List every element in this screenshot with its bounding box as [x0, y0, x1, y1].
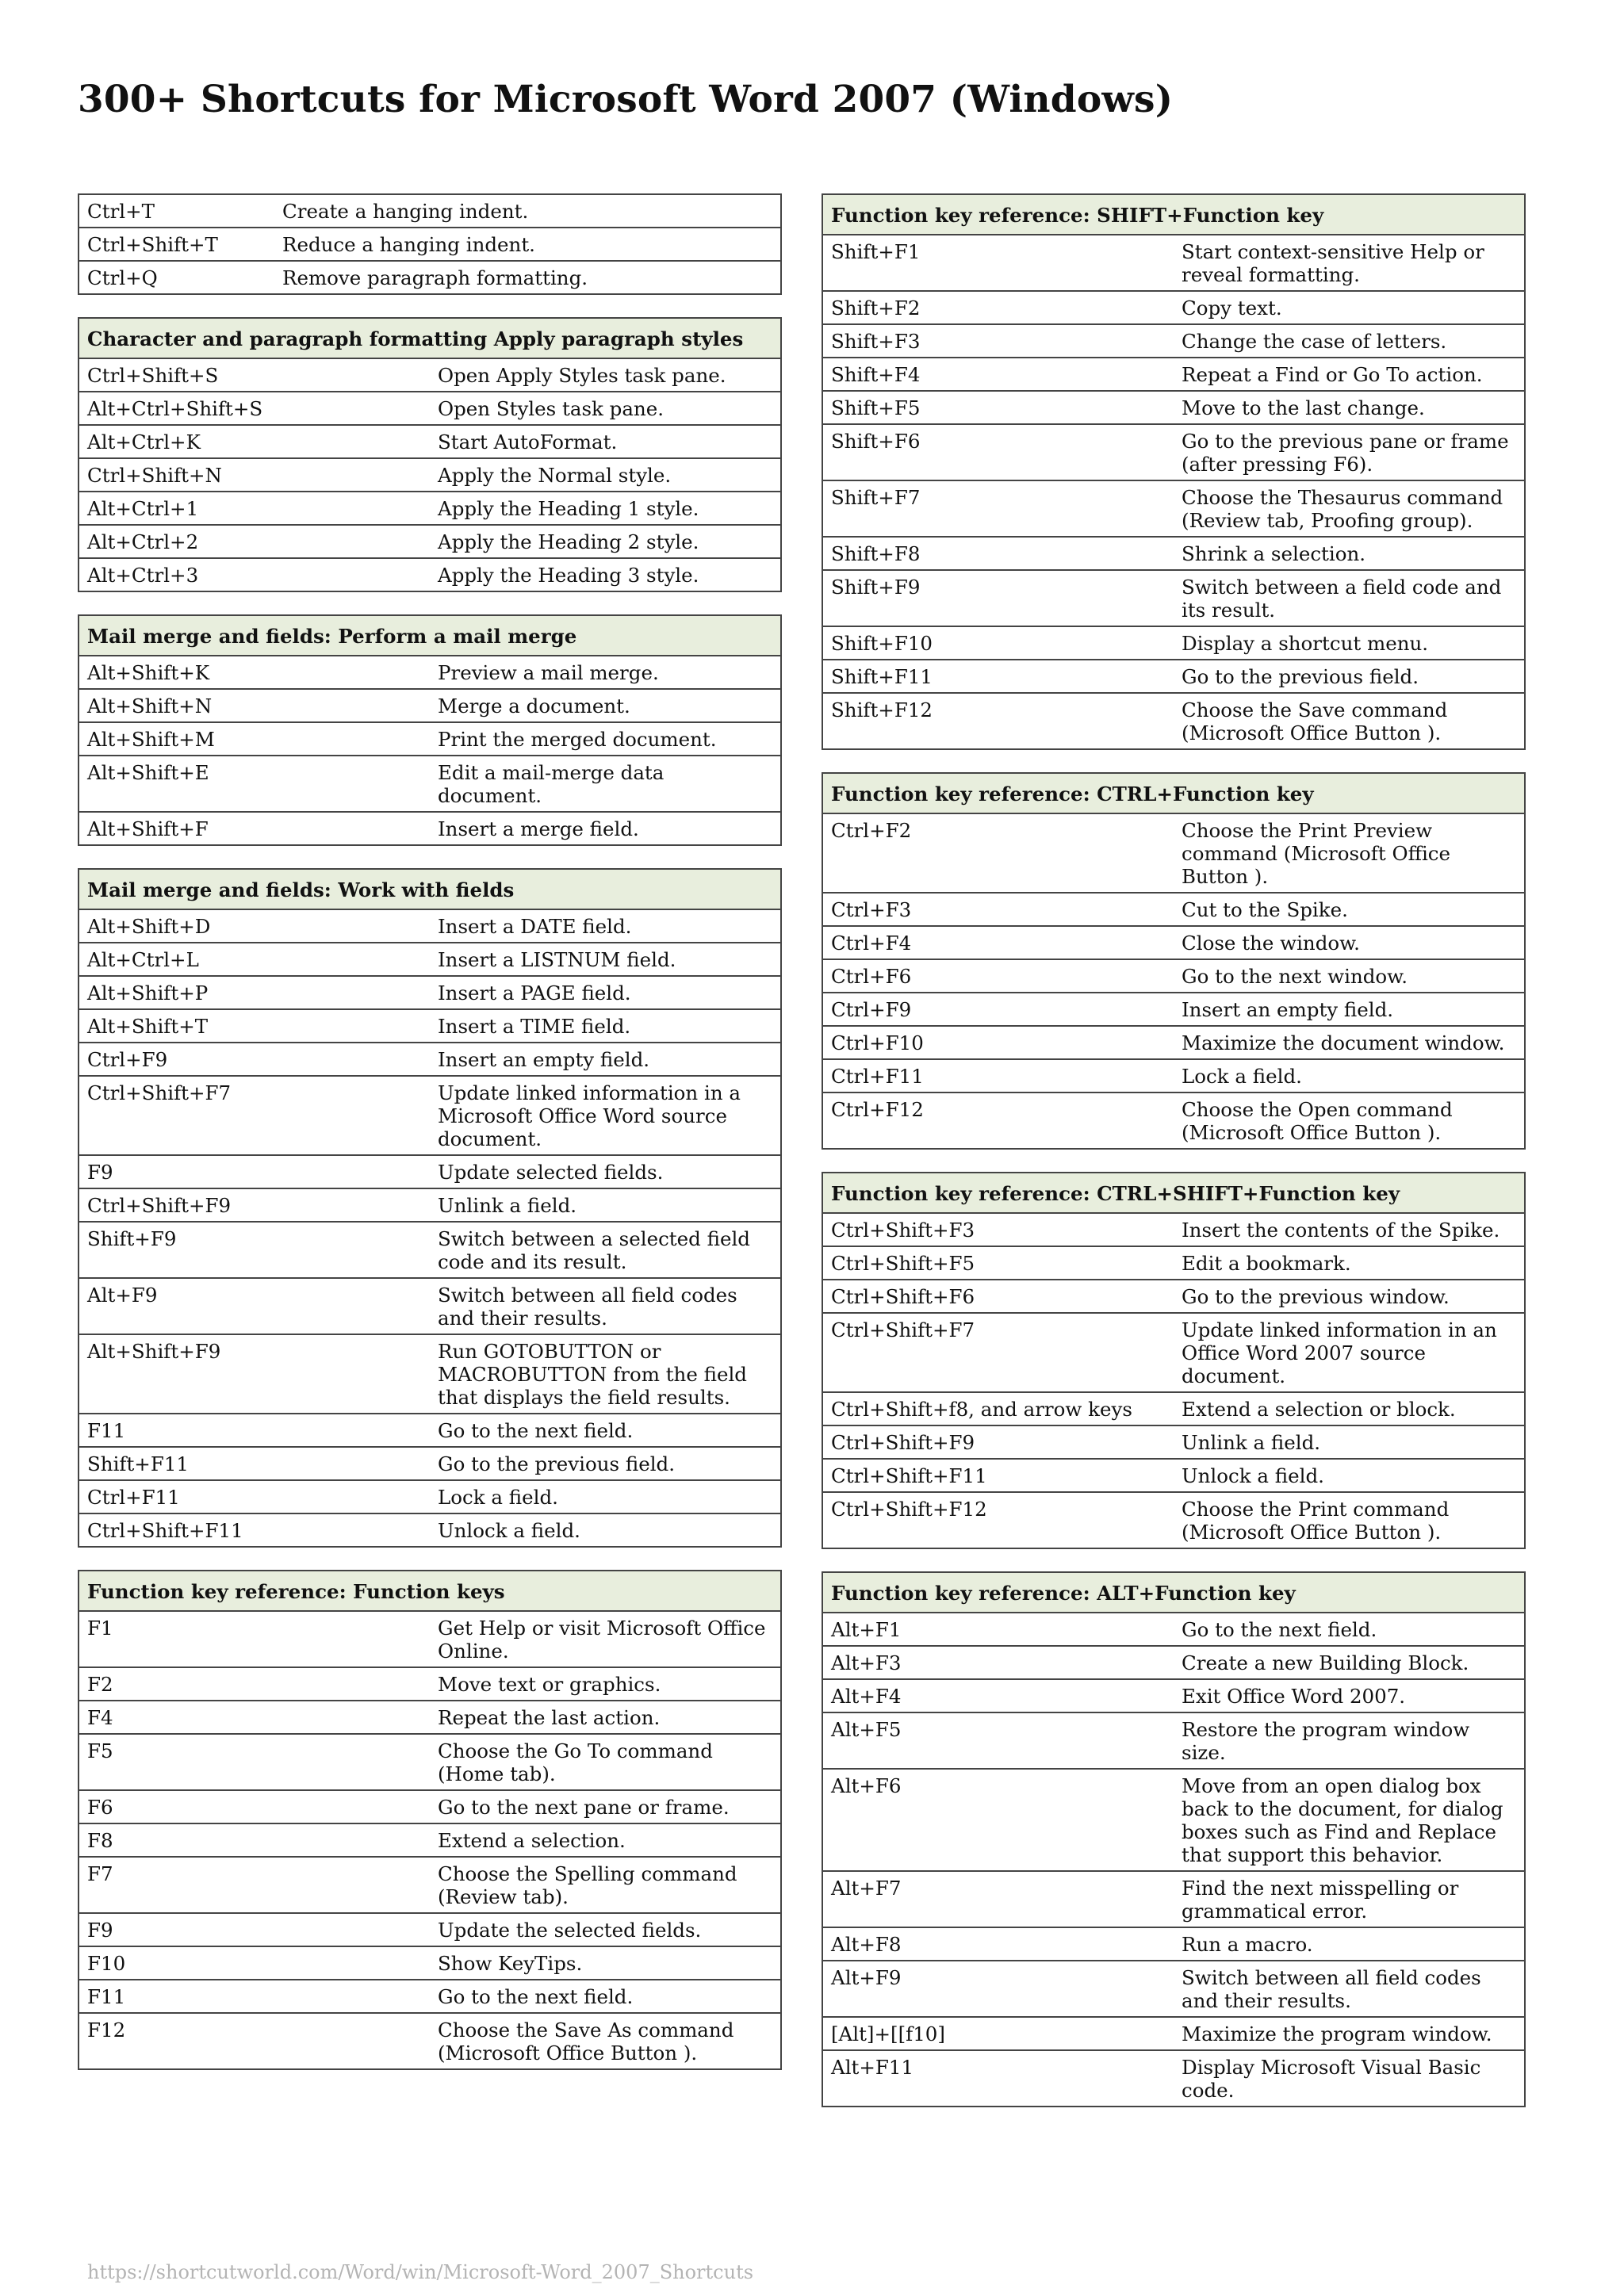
shortcut-description: Shrink a selection.	[1174, 537, 1525, 570]
shortcut-row	[79, 1188, 781, 1222]
shortcut-description: Choose the Thesaurus command (Review tab, Proofing group).	[1174, 480, 1525, 537]
shortcut-description: Exit Office Word 2007.	[1174, 1679, 1525, 1712]
shortcut-row	[79, 1043, 781, 1076]
shortcut-row	[822, 1712, 1525, 1769]
shortcut-key: Alt+Shift+D	[79, 909, 430, 943]
shortcut-row	[79, 976, 781, 1009]
shortcut-row	[79, 1701, 781, 1734]
shortcut-key: Alt+Ctrl+2	[79, 525, 430, 558]
shortcut-description: Find the next misspelling or grammatical error.	[1174, 1871, 1525, 1927]
shortcut-key: Alt+F9	[822, 1961, 1174, 2017]
shortcut-description: Cut to the Spike.	[1174, 893, 1525, 926]
shortcut-row	[822, 926, 1525, 959]
shortcut-key: [Alt]+[[f10]	[822, 2017, 1174, 2050]
shortcut-row	[822, 1646, 1525, 1679]
shortcut-key: Shift+F3	[822, 324, 1174, 358]
shortcut-key: Alt+Shift+P	[79, 976, 430, 1009]
shortcut-row	[79, 425, 781, 458]
shortcut-key: Ctrl+F9	[79, 1043, 430, 1076]
shortcut-key: Shift+F11	[79, 1447, 430, 1480]
shortcut-row	[822, 660, 1525, 693]
shortcut-description: Change the case of letters.	[1174, 324, 1525, 358]
shortcut-key: Shift+F12	[822, 693, 1174, 749]
shortcut-row	[822, 1613, 1525, 1646]
shortcut-description: Switch between all field codes and their results.	[430, 1278, 781, 1334]
shortcut-key: Shift+F9	[822, 570, 1174, 626]
shortcut-row	[79, 1513, 781, 1547]
shortcut-description: Choose the Print command (Microsoft Office Button ).	[1174, 1492, 1525, 1548]
shortcut-key: Ctrl+T	[87, 200, 155, 223]
shortcut-key: Shift+F2	[822, 291, 1174, 324]
shortcut-key: Alt+Shift+F9	[79, 1334, 430, 1414]
shortcut-description: Restore the program window size.	[1174, 1712, 1525, 1769]
shortcut-row	[822, 291, 1525, 324]
shortcut-row	[822, 1213, 1525, 1246]
shortcut-key: Ctrl+Shift+F5	[822, 1246, 1174, 1280]
shortcut-description: Display a shortcut menu.	[1174, 626, 1525, 660]
shortcut-key: Ctrl+F11	[822, 1059, 1174, 1093]
section-heading: Function key reference: SHIFT+Function key	[822, 194, 1525, 235]
shortcut-row	[79, 943, 781, 976]
shortcut-row	[822, 1059, 1525, 1093]
shortcut-description: Repeat a Find or Go To action.	[1174, 358, 1525, 391]
shortcut-key: Ctrl+Shift+F3	[822, 1213, 1174, 1246]
shortcut-row	[79, 1790, 781, 1823]
shortcut-description: Go to the next field.	[1174, 1613, 1525, 1646]
shortcut-row	[822, 1679, 1525, 1712]
shortcut-key: Alt+F5	[822, 1712, 1174, 1769]
shortcut-row	[79, 1414, 781, 1447]
shortcut-row	[822, 1392, 1525, 1425]
shortcut-row	[79, 194, 781, 228]
shortcut-description: Maximize the program window.	[1174, 2017, 1525, 2050]
section-heading: Function key reference: ALT+Function key	[822, 1572, 1525, 1613]
shortcut-description: Print the merged document.	[430, 722, 781, 756]
shortcut-description: Display Microsoft Visual Basic code.	[1174, 2050, 1525, 2107]
shortcut-row	[79, 1009, 781, 1043]
shortcut-row	[822, 1026, 1525, 1059]
shortcut-row	[822, 2050, 1525, 2107]
shortcut-row	[822, 1769, 1525, 1871]
shortcut-description: Show KeyTips.	[430, 1946, 781, 1980]
shortcut-description: Insert a LISTNUM field.	[430, 943, 781, 976]
shortcut-description: Choose the Print Preview command (Microsoft Office Button ).	[1174, 813, 1525, 893]
shortcut-key: Ctrl+Shift+S	[79, 358, 430, 392]
shortcut-description: Create a new Building Block.	[1174, 1646, 1525, 1679]
shortcut-key: Alt+F3	[822, 1646, 1174, 1679]
shortcut-row	[79, 1611, 781, 1667]
shortcut-table-function-key-reference-ctrl-function-key	[822, 772, 1526, 1150]
shortcut-key: Ctrl+Shift+F11	[822, 1459, 1174, 1492]
shortcut-description: Copy text.	[1174, 291, 1525, 324]
shortcut-description: Maximize the document window.	[1174, 1026, 1525, 1059]
shortcut-row	[79, 1913, 781, 1946]
shortcut-description: Insert the contents of the Spike.	[1174, 1213, 1525, 1246]
shortcut-row	[822, 324, 1525, 358]
shortcut-row	[822, 570, 1525, 626]
shortcut-row	[822, 1871, 1525, 1927]
shortcut-key: F10	[79, 1946, 430, 1980]
shortcut-description: Insert a PAGE field.	[430, 976, 781, 1009]
shortcut-key: F2	[79, 1667, 430, 1701]
shortcut-key: Ctrl+Shift+F7	[79, 1076, 430, 1155]
shortcut-key: Alt+F6	[822, 1769, 1174, 1871]
shortcut-description: Start AutoFormat.	[430, 425, 781, 458]
shortcut-description: Choose the Spelling command (Review tab).	[430, 1857, 781, 1913]
shortcut-key: F4	[79, 1701, 430, 1734]
shortcut-description: Switch between a field code and its result.	[1174, 570, 1525, 626]
shortcut-key: Alt+Shift+N	[79, 689, 430, 722]
shortcut-row	[822, 1459, 1525, 1492]
shortcut-row	[79, 909, 781, 943]
shortcut-description: Create a hanging indent.	[282, 200, 529, 223]
shortcut-key: Shift+F7	[822, 480, 1174, 537]
shortcut-row	[822, 626, 1525, 660]
shortcut-description: Edit a mail-merge data document.	[430, 756, 781, 812]
shortcut-description: Close the window.	[1174, 926, 1525, 959]
shortcut-row	[79, 812, 781, 845]
shortcut-description: Go to the previous window.	[1174, 1280, 1525, 1313]
shortcut-description: Go to the next pane or frame.	[430, 1790, 781, 1823]
shortcut-table	[78, 193, 782, 295]
shortcut-key: Ctrl+F11	[79, 1480, 430, 1513]
shortcut-description: Insert an empty field.	[430, 1043, 781, 1076]
shortcut-row	[822, 235, 1525, 291]
shortcut-table-function-key-reference-shift-function-key	[822, 193, 1526, 750]
shortcut-row	[79, 722, 781, 756]
shortcut-row	[79, 492, 781, 525]
shortcut-description: Apply the Heading 3 style.	[430, 558, 781, 591]
shortcut-description: Move text or graphics.	[430, 1667, 781, 1701]
shortcut-key: F7	[79, 1857, 430, 1913]
shortcut-description: Insert a DATE field.	[430, 909, 781, 943]
shortcut-key: Ctrl+Shift+N	[79, 458, 430, 492]
shortcut-row	[79, 558, 781, 591]
shortcut-description: Unlink a field.	[1174, 1425, 1525, 1459]
section-heading: Mail merge and fields: Perform a mail merge	[79, 615, 781, 656]
shortcut-description: Choose the Open command (Microsoft Office Button ).	[1174, 1093, 1525, 1149]
shortcut-row	[822, 424, 1525, 480]
shortcut-key: F1	[79, 1611, 430, 1667]
shortcut-row	[822, 1961, 1525, 2017]
shortcut-row	[822, 893, 1525, 926]
shortcut-description: Start context-sensitive Help or reveal formatting.	[1174, 235, 1525, 291]
shortcut-row	[79, 458, 781, 492]
shortcut-row	[822, 1093, 1525, 1149]
shortcut-description: Go to the next field.	[430, 1980, 781, 2013]
section-heading: Function key reference: CTRL+SHIFT+Function key	[822, 1173, 1525, 1213]
shortcut-description: Switch between all field codes and their results.	[1174, 1961, 1525, 2017]
shortcut-key: F11	[79, 1980, 430, 2013]
shortcut-table-character-and-paragraph-formatting-apply-paragraph-styles	[78, 317, 782, 592]
shortcut-row	[79, 392, 781, 425]
page-title: 300+ Shortcuts for Microsoft Word 2007 (Windows)	[78, 78, 1174, 121]
shortcut-key: F6	[79, 1790, 430, 1823]
shortcut-row	[822, 693, 1525, 749]
shortcut-key: Ctrl+Shift+F9	[79, 1188, 430, 1222]
shortcut-table-mail-merge-and-fields-perform-a-mail-merge	[78, 614, 782, 846]
shortcut-description: Apply the Normal style.	[430, 458, 781, 492]
shortcut-description: Run a macro.	[1174, 1927, 1525, 1961]
shortcut-key: Ctrl+F6	[822, 959, 1174, 993]
shortcut-row	[79, 261, 781, 294]
shortcut-key: Shift+F1	[822, 235, 1174, 291]
shortcut-key: Alt+F1	[822, 1613, 1174, 1646]
shortcut-key: F11	[79, 1414, 430, 1447]
shortcut-table-function-key-reference-function-keys	[78, 1570, 782, 2070]
shortcut-description: Extend a selection or block.	[1174, 1392, 1525, 1425]
shortcut-key: Alt+Ctrl+3	[79, 558, 430, 591]
left-column	[78, 193, 782, 2092]
shortcut-key: Shift+F5	[822, 391, 1174, 424]
shortcut-key: Alt+F11	[822, 2050, 1174, 2107]
shortcut-description: Unlock a field.	[430, 1513, 781, 1547]
shortcut-key: Alt+F8	[822, 1927, 1174, 1961]
shortcut-description: Open Styles task pane.	[430, 392, 781, 425]
shortcut-key: Ctrl+F10	[822, 1026, 1174, 1059]
shortcut-description: Edit a bookmark.	[1174, 1246, 1525, 1280]
shortcut-description: Choose the Save As command (Microsoft Office Button ).	[430, 2013, 781, 2069]
shortcut-key: Ctrl+Shift+F11	[79, 1513, 430, 1547]
shortcut-description: Go to the next field.	[430, 1414, 781, 1447]
shortcut-row	[79, 1155, 781, 1188]
shortcut-row	[79, 1447, 781, 1480]
shortcut-key: Alt+F7	[822, 1871, 1174, 1927]
shortcut-key: Ctrl+F4	[822, 926, 1174, 959]
shortcut-description: Extend a selection.	[430, 1823, 781, 1857]
shortcut-row	[79, 358, 781, 392]
shortcut-row	[79, 1480, 781, 1513]
shortcut-key: Shift+F8	[822, 537, 1174, 570]
shortcut-description: Go to the next window.	[1174, 959, 1525, 993]
shortcut-row	[79, 1278, 781, 1334]
footer-url: https://shortcutworld.com/Word/win/Microsoft-Word_2007_Shortcuts	[87, 2261, 754, 2283]
shortcut-key: Ctrl+Shift+F9	[822, 1425, 1174, 1459]
shortcut-key: Alt+F4	[822, 1679, 1174, 1712]
shortcut-key: Alt+F9	[79, 1278, 430, 1334]
shortcut-row	[822, 993, 1525, 1026]
shortcut-row	[822, 1425, 1525, 1459]
section-heading: Character and paragraph formatting Apply paragraph styles	[79, 318, 781, 358]
shortcut-row	[79, 1334, 781, 1414]
shortcut-row	[822, 358, 1525, 391]
shortcut-row	[79, 1076, 781, 1155]
shortcut-description: Insert a merge field.	[430, 812, 781, 845]
shortcut-key: Alt+Shift+T	[79, 1009, 430, 1043]
shortcut-key: Ctrl+F3	[822, 893, 1174, 926]
shortcut-description: Apply the Heading 2 style.	[430, 525, 781, 558]
shortcut-key: Alt+Ctrl+L	[79, 943, 430, 976]
shortcut-key: F12	[79, 2013, 430, 2069]
shortcut-description: Repeat the last action.	[430, 1701, 781, 1734]
shortcut-row	[79, 656, 781, 689]
shortcut-description: Run GOTOBUTTON or MACROBUTTON from the field that displays the field results.	[430, 1334, 781, 1414]
shortcut-row	[822, 391, 1525, 424]
shortcut-key: F9	[79, 1913, 430, 1946]
shortcut-key: Shift+F9	[79, 1222, 430, 1278]
shortcut-key: Ctrl+Shift+F7	[822, 1313, 1174, 1392]
shortcut-description: Move from an open dialog box back to the document, for dialog boxes such as Find and Replace that support this behavior.	[1174, 1769, 1525, 1871]
shortcut-description: Preview a mail merge.	[430, 656, 781, 689]
shortcut-description: Update linked information in a Microsoft Office Word source document.	[430, 1076, 781, 1155]
shortcut-key: Alt+Shift+F	[79, 812, 430, 845]
shortcut-row	[822, 813, 1525, 893]
shortcut-key: Alt+Shift+M	[79, 722, 430, 756]
shortcut-key: F8	[79, 1823, 430, 1857]
shortcut-row	[79, 689, 781, 722]
shortcut-row	[79, 1946, 781, 1980]
shortcut-description: Go to the previous pane or frame (after pressing F6).	[1174, 424, 1525, 480]
shortcut-row	[822, 1280, 1525, 1313]
shortcut-key: Shift+F11	[822, 660, 1174, 693]
shortcut-table-mail-merge-and-fields-work-with-fields	[78, 868, 782, 1548]
shortcut-description: Update selected fields.	[430, 1155, 781, 1188]
shortcut-description: Get Help or visit Microsoft Office Online.	[430, 1611, 781, 1667]
shortcut-key: F9	[79, 1155, 430, 1188]
section-heading: Function key reference: CTRL+Function key	[822, 773, 1525, 813]
shortcut-key: Alt+Ctrl+K	[79, 425, 430, 458]
shortcut-description: Unlock a field.	[1174, 1459, 1525, 1492]
shortcut-description: Insert an empty field.	[1174, 993, 1525, 1026]
shortcut-key: Alt+Shift+K	[79, 656, 430, 689]
shortcut-key: Shift+F4	[822, 358, 1174, 391]
shortcut-row	[79, 228, 781, 261]
shortcut-key: Alt+Ctrl+1	[79, 492, 430, 525]
shortcut-description: Open Apply Styles task pane.	[430, 358, 781, 392]
shortcut-key: Ctrl+F12	[822, 1093, 1174, 1149]
shortcut-description: Remove paragraph formatting.	[274, 261, 781, 294]
shortcut-row	[822, 959, 1525, 993]
shortcut-row	[822, 1313, 1525, 1392]
shortcut-row	[79, 1734, 781, 1790]
right-column	[822, 193, 1526, 2130]
shortcut-row	[79, 1222, 781, 1278]
shortcut-description: Unlink a field.	[430, 1188, 781, 1222]
shortcut-description: Go to the previous field.	[1174, 660, 1525, 693]
shortcut-row	[822, 537, 1525, 570]
shortcut-key: Alt+Ctrl+Shift+S	[79, 392, 430, 425]
shortcut-key: Ctrl+F2	[822, 813, 1174, 893]
shortcut-key: Ctrl+Shift+f8, and arrow keys	[822, 1392, 1174, 1425]
shortcut-key: Ctrl+Q	[79, 261, 274, 294]
shortcut-key: Ctrl+Shift+F6	[822, 1280, 1174, 1313]
shortcut-key: Alt+Shift+E	[79, 756, 430, 812]
shortcut-description: Switch between a selected field code and its result.	[430, 1222, 781, 1278]
shortcut-row	[79, 1857, 781, 1913]
shortcut-row	[79, 1980, 781, 2013]
shortcut-key: Shift+F10	[822, 626, 1174, 660]
shortcut-row	[822, 1246, 1525, 1280]
shortcut-description: Lock a field.	[1174, 1059, 1525, 1093]
shortcut-row	[79, 1667, 781, 1701]
shortcut-row	[79, 525, 781, 558]
shortcut-description: Update linked information in an Office Word 2007 source document.	[1174, 1313, 1525, 1392]
shortcut-description: Go to the previous field.	[430, 1447, 781, 1480]
shortcut-description: Apply the Heading 1 style.	[430, 492, 781, 525]
shortcut-key: F5	[79, 1734, 430, 1790]
shortcut-description: Reduce a hanging indent.	[274, 228, 781, 261]
shortcut-row	[79, 756, 781, 812]
shortcut-table-function-key-reference-alt-function-key	[822, 1571, 1526, 2107]
shortcut-row	[822, 1492, 1525, 1548]
section-heading: Function key reference: Function keys	[79, 1571, 781, 1611]
shortcut-row	[79, 2013, 781, 2069]
shortcut-key: Ctrl+Shift+F12	[822, 1492, 1174, 1548]
shortcut-description: Lock a field.	[430, 1480, 781, 1513]
shortcut-description: Move to the last change.	[1174, 391, 1525, 424]
shortcut-description: Insert a TIME field.	[430, 1009, 781, 1043]
shortcut-key: Ctrl+F9	[822, 993, 1174, 1026]
shortcut-description: Choose the Go To command (Home tab).	[430, 1734, 781, 1790]
shortcut-row	[79, 1823, 781, 1857]
shortcut-description: Merge a document.	[430, 689, 781, 722]
shortcut-row	[822, 2017, 1525, 2050]
shortcut-row	[822, 480, 1525, 537]
shortcut-row	[822, 1927, 1525, 1961]
section-heading: Mail merge and fields: Work with fields	[79, 869, 781, 909]
shortcut-table-function-key-reference-ctrl-shift-function-key	[822, 1172, 1526, 1549]
shortcut-key: Shift+F6	[822, 424, 1174, 480]
shortcut-description: Update the selected fields.	[430, 1913, 781, 1946]
shortcut-key: Ctrl+Shift+T	[79, 228, 274, 261]
shortcut-description: Choose the Save command (Microsoft Office Button ).	[1174, 693, 1525, 749]
